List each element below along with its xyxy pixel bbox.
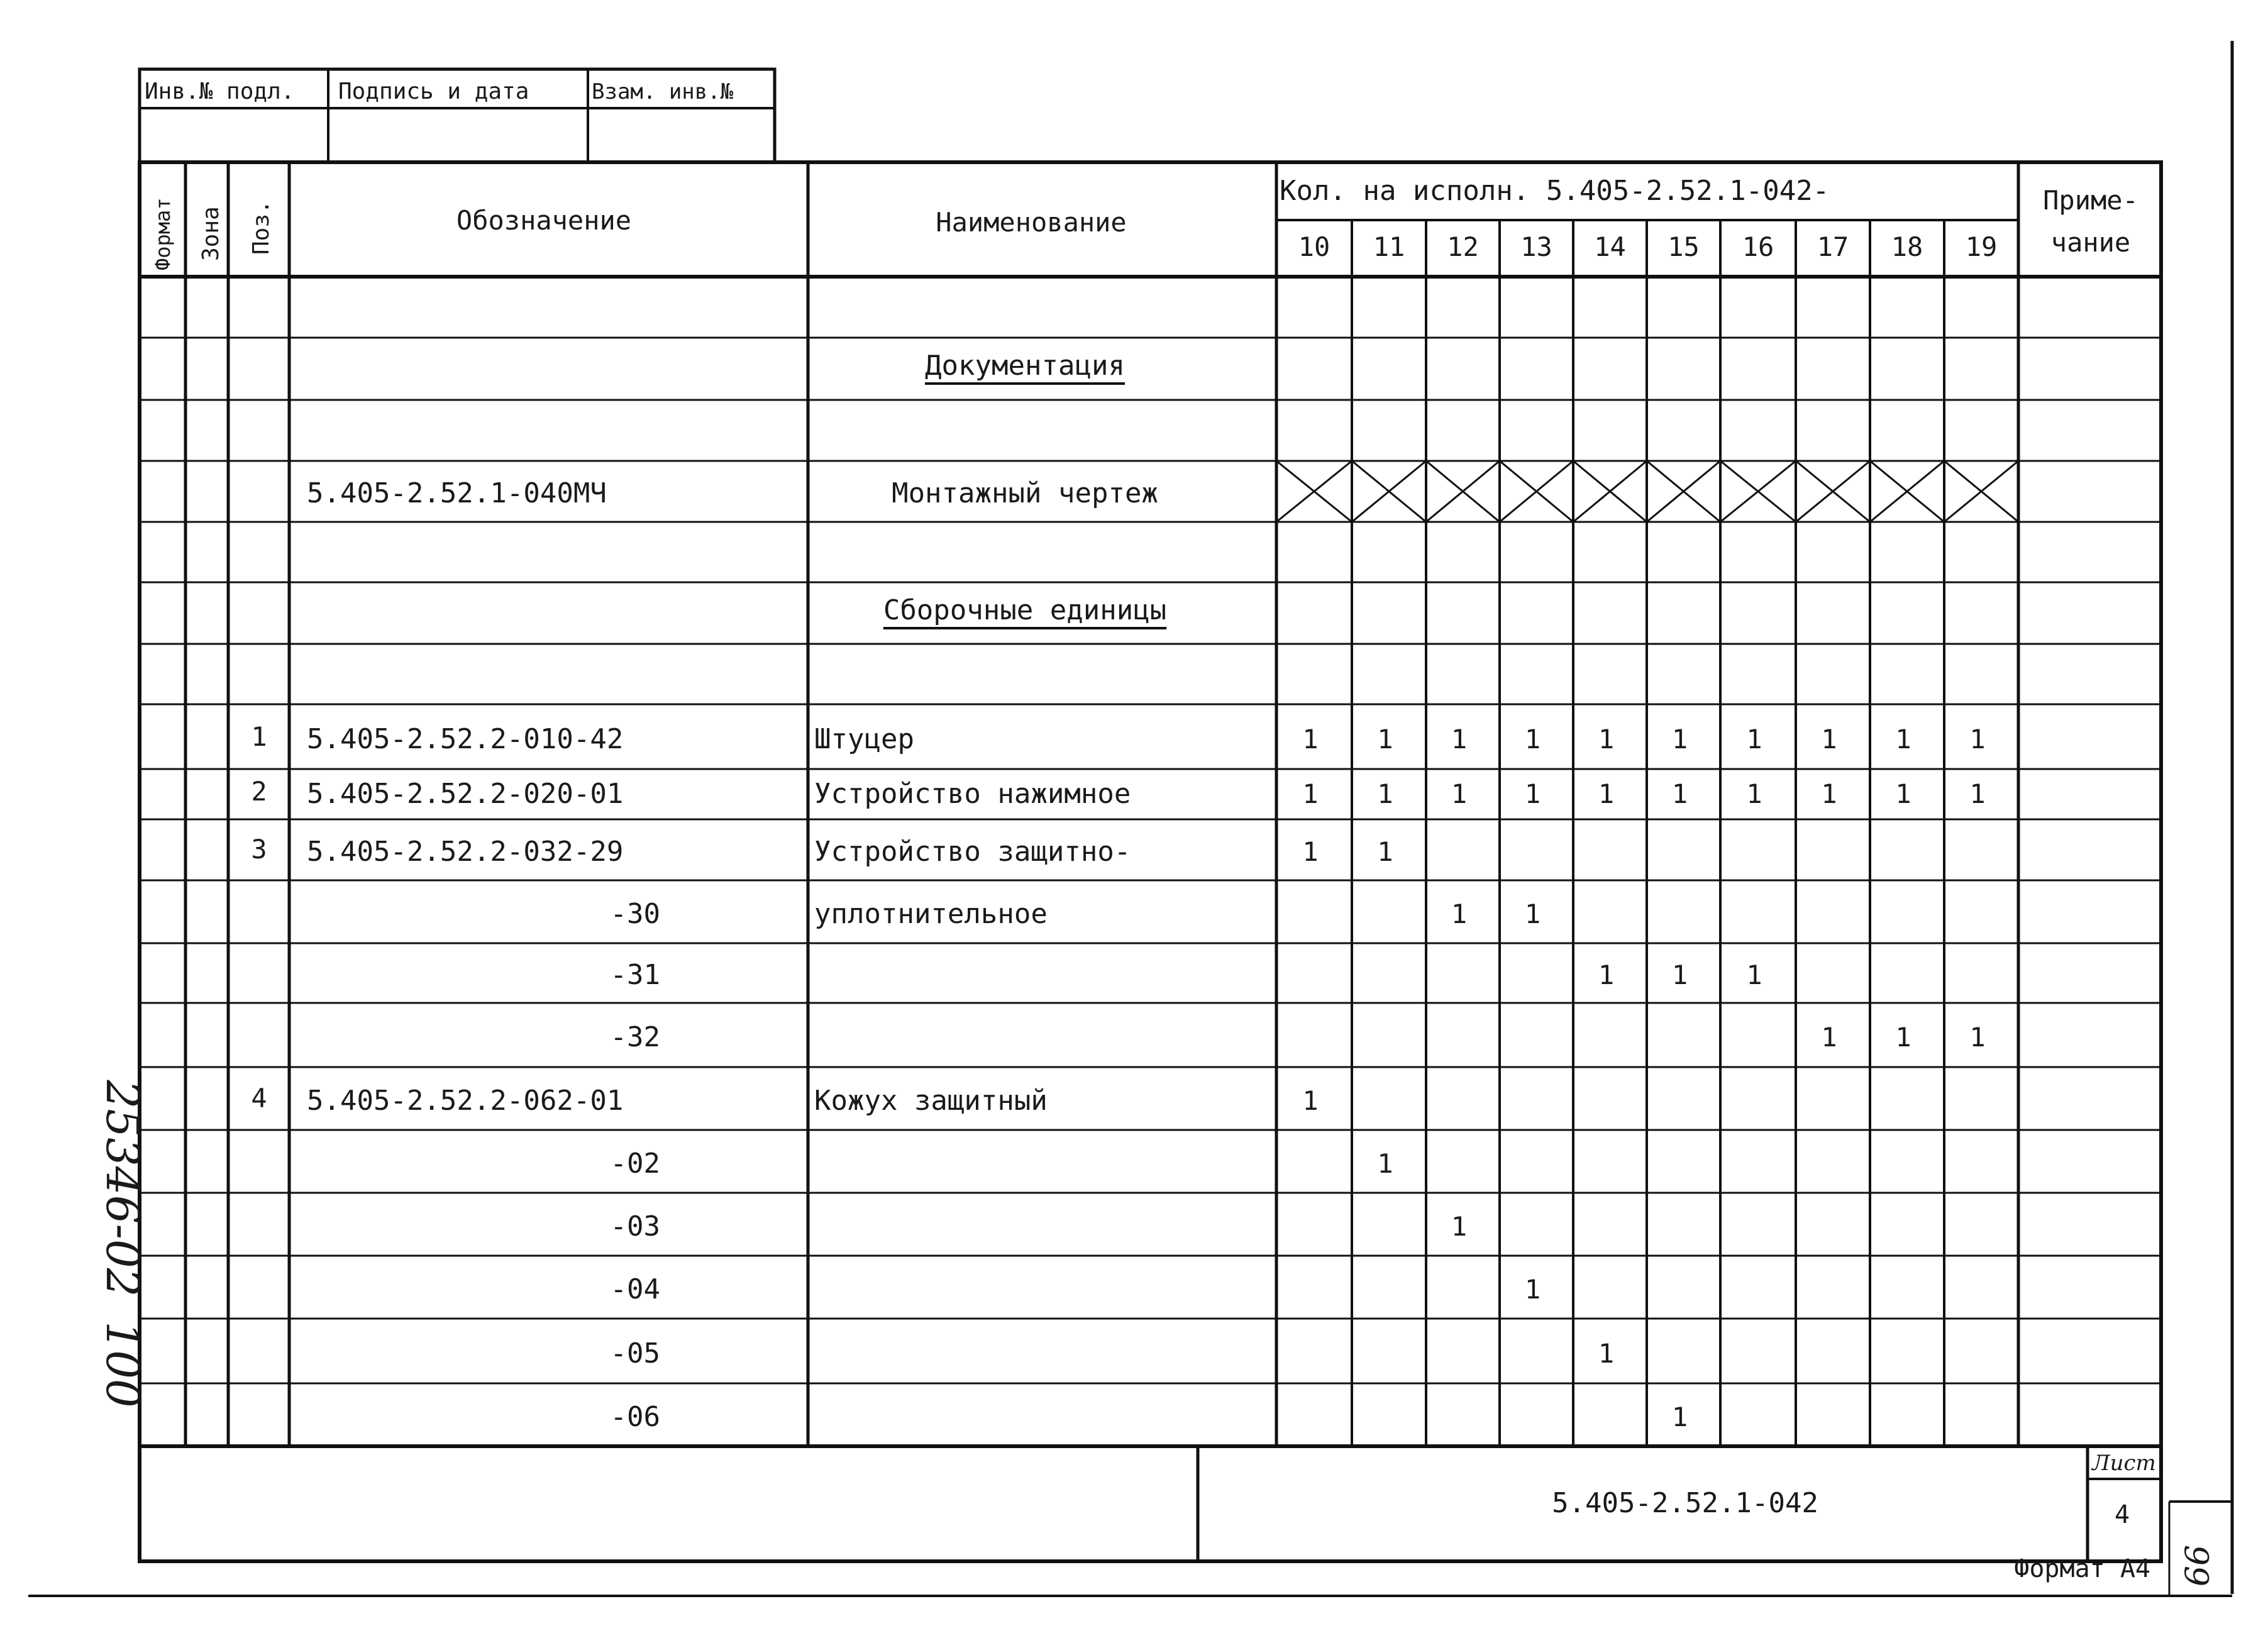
quantity-cell: 1: [1377, 724, 1393, 755]
quantity-cell: 1: [1451, 1211, 1468, 1242]
column-number-16: 16: [1742, 231, 1774, 262]
quantity-cell: 1: [1671, 724, 1688, 755]
table-row: [611, 1337, 1615, 1370]
margin-album-code: 25346-02: [96, 1080, 149, 1297]
table-row: [307, 461, 2018, 522]
quantity-cell: 1: [1671, 1402, 1688, 1432]
row-designation: -32: [610, 1021, 660, 1053]
row-position: 2: [251, 776, 267, 807]
quantity-cell: 1: [1895, 724, 1911, 755]
row-designation: -04: [610, 1273, 660, 1305]
table-row: [883, 594, 1167, 628]
quantity-cell: 1: [1302, 778, 1319, 809]
header-oboznachenie: Обозначение: [456, 205, 632, 236]
table-row: [611, 1021, 1986, 1053]
header-poz: Поз.: [248, 200, 274, 255]
section-heading: Сборочные единицы: [883, 594, 1167, 626]
quantity-cell: 1: [1746, 960, 1762, 990]
quantity-cell: 1: [1746, 724, 1762, 755]
column-number-15: 15: [1668, 231, 1700, 262]
quantity-cell: 1: [1524, 778, 1541, 809]
stamp-inv-podl: Инв.№ подл.: [145, 79, 295, 104]
row-designation: -05: [610, 1337, 660, 1370]
table-row: [251, 834, 1393, 868]
table-rows: [251, 350, 2018, 1433]
column-number-10: 10: [1298, 231, 1330, 262]
column-number-12: 12: [1447, 231, 1479, 262]
row-name: уплотнительное: [814, 898, 1048, 930]
table-row: [251, 776, 1985, 810]
header-format: Формат: [151, 197, 175, 270]
quantity-cell: 1: [1821, 724, 1837, 755]
row-designation: -31: [610, 959, 660, 991]
row-name: Монтажный чертеж: [892, 477, 1158, 509]
header-prim-1: Приме-: [2043, 185, 2138, 216]
row-position: 3: [251, 834, 267, 865]
quantity-cell: 1: [1895, 778, 1911, 809]
quantity-cell: 1: [1969, 724, 1986, 755]
quantity-cell: 1: [1671, 778, 1688, 809]
column-number-18: 18: [1891, 231, 1923, 262]
quantity-cell: 1: [1969, 1022, 1986, 1053]
quantity-cell: 1: [1524, 1274, 1541, 1305]
stamp-vzam-inv: Взам. инв.№: [592, 79, 734, 104]
quantity-cell: 1: [1377, 836, 1393, 867]
quantity-cell: 1: [1302, 1085, 1319, 1116]
stamp-podpis-data: Подпись и дата: [338, 79, 529, 104]
title-designation: 5.405-2.52.1-042: [1552, 1487, 1818, 1519]
row-name: Штуцер: [814, 723, 914, 755]
row-designation: -30: [610, 898, 660, 930]
row-name: Кожух защитный: [814, 1085, 1048, 1117]
row-designation: 5.405-2.52.2-032-29: [307, 836, 624, 868]
quantity-cell: 1: [1302, 836, 1319, 867]
column-number-13: 13: [1520, 231, 1552, 262]
row-position: 1: [251, 721, 267, 752]
quantity-cell: 1: [1821, 1022, 1837, 1053]
footer-format: Формат А4: [2014, 1554, 2150, 1583]
quantity-cell: 1: [1598, 724, 1615, 755]
header-kol-title: Кол. на исполн. 5.405-2.52.1-042-: [1280, 175, 1830, 207]
column-number-14: 14: [1594, 231, 1626, 262]
quantity-cell: 1: [1969, 778, 1986, 809]
title-block: [140, 1446, 2161, 1561]
approval-stamp: [140, 69, 775, 162]
quantity-cell: 1: [1598, 960, 1615, 990]
quantity-cell: 1: [1598, 778, 1615, 809]
row-designation: 5.405-2.52.2-010-42: [307, 723, 624, 755]
table-row: [611, 1401, 1688, 1433]
row-designation: -06: [610, 1401, 660, 1433]
quantity-cell: 1: [1451, 724, 1468, 755]
table-row: [611, 1273, 1541, 1305]
row-name: Устройство защитно-: [814, 836, 1131, 868]
row-designation: -03: [610, 1210, 660, 1242]
quantity-cell: 1: [1451, 899, 1468, 929]
quantity-cell: 1: [1524, 899, 1541, 929]
quantity-cell: 1: [1302, 724, 1319, 755]
row-designation: -02: [610, 1148, 660, 1180]
row-name: Устройство нажимное: [814, 778, 1131, 810]
header-zona: Зона: [198, 206, 224, 261]
table-row: [611, 1210, 1468, 1242]
row-designation: 5.405-2.52.2-020-01: [307, 778, 624, 810]
table-row: [611, 898, 1541, 930]
quantity-cell: 1: [1377, 778, 1393, 809]
column-number-19: 19: [1965, 231, 1998, 262]
table-row: [251, 721, 1985, 755]
table-row: [611, 959, 1762, 991]
quantity-cell: 1: [1821, 778, 1837, 809]
quantity-cell: 1: [1671, 960, 1688, 990]
quantity-cell: 1: [1451, 778, 1468, 809]
quantity-cell: 1: [1746, 778, 1762, 809]
footer-page-number: 66: [2179, 1544, 2217, 1587]
table-row: [251, 1083, 1318, 1117]
quantity-cell: 1: [1524, 724, 1541, 755]
row-position: 4: [251, 1083, 267, 1114]
quantity-cell: 1: [1598, 1338, 1615, 1369]
table-row: [925, 350, 1125, 384]
quantity-cell: 1: [1377, 1148, 1393, 1179]
column-number-17: 17: [1817, 231, 1849, 262]
header-naimenovanie: Наименование: [936, 207, 1127, 238]
title-list-label: Лист: [2092, 1451, 2156, 1476]
row-designation: 5.405-2.52.1-040МЧ: [307, 477, 607, 509]
column-number-11: 11: [1373, 231, 1405, 262]
row-designation: 5.405-2.52.2-062-01: [307, 1085, 624, 1117]
header-prim-2: чание: [2050, 227, 2131, 258]
margin-sheet-number: 100: [96, 1321, 149, 1408]
section-heading: Документация: [925, 350, 1125, 382]
quantity-cell: 1: [1895, 1022, 1911, 1053]
title-list-number: 4: [2114, 1500, 2130, 1529]
